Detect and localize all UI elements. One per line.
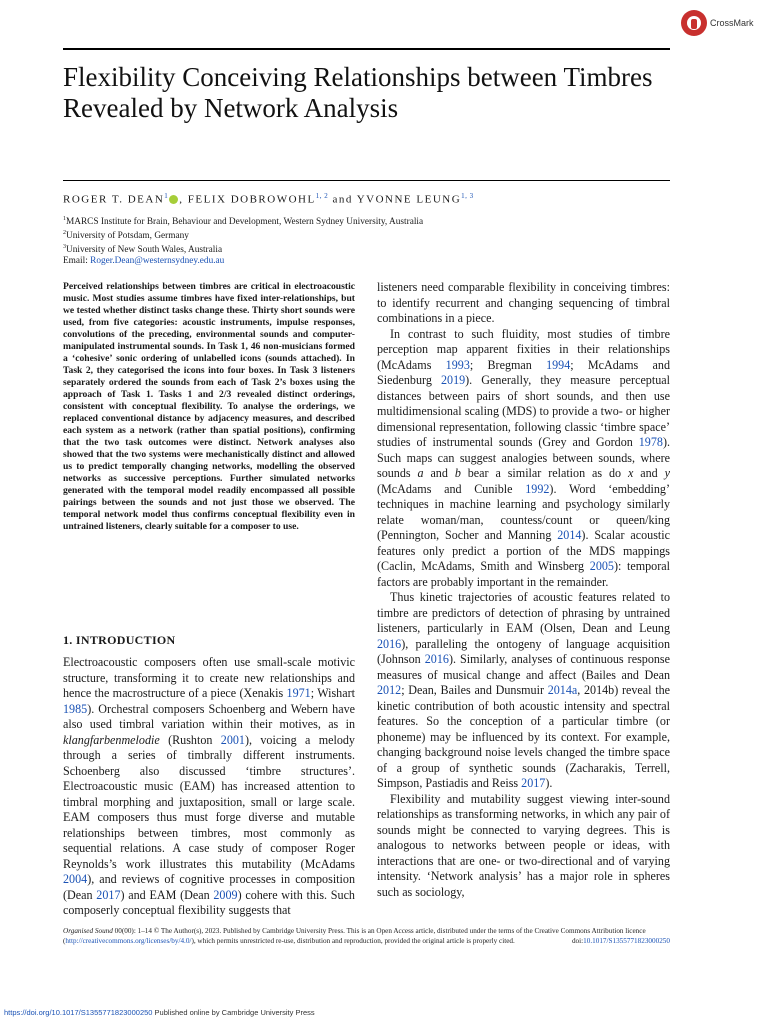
affiliations [63, 214, 423, 267]
section-heading-introduction: 1. INTRODUCTION [63, 633, 176, 647]
published-online-line: https://doi.org/10.1017/S1355771823000250 Published online by Cambridge University Press [4, 1008, 315, 1017]
affiliation-2: $^2$University of Potsdam, Germany [63, 230, 189, 242]
crossmark-label: CrossMark [710, 18, 754, 28]
citation-link[interactable]: 1994 [546, 357, 571, 372]
citation-link[interactable]: 2019 [440, 373, 466, 387]
email-link[interactable]: Roger.Dean@westernsydney.edu.au [90, 256, 225, 267]
citation-link[interactable]: 2017 [521, 776, 546, 790]
crossmark-icon [681, 10, 707, 36]
citation-link[interactable]: 1978 [638, 435, 663, 449]
paragraph: Electroacoustic composers often use small-scale motivic structure, transforming it to create new relationships and hence the macrostructure of a piece (Xenakis 1971; Wishart 1985). Orchestral composers Schoenberg and Webern have also used timbral variation within their motives, as in klangfarbenmelodie (Rushton 2001), voicing a melody through a series of timbrally different instruments. Schoenberg also discussed ‘timbre structures’. Electroacoustic music (EAM) has increased attention to timbral morphing and juxtaposition, small or large scale. EAM composers thus must forge diverse and mutable relationships between timbres, most commonly as sequential relations. A case study of composer Roger Reynolds’s work illustrates this mutability (McAdams 2004), and reviews of cognitive processes in composition (Dean 2017) and EAM (Dean 2009) cohere with this. Such composerly conceptual flexibility suggests that [63, 655, 355, 917]
title-rule [63, 180, 670, 181]
paragraph: In contrast to such fluidity, most studies of timbre perception map apparent fixities in their relationships (McAdams 1993; Bregman 1994; McAdams and Siedenburg 2019). Generally, they measure perceptual distances between pairs of short sounds, and then use multidimensional scaling (MDS) to provide a two- or higher dimensional representation, following classic ‘timbre space’ studies of instrumental sounds (Grey and Gordon 1978). Such maps can suggest analogies between sounds, where sounds a and b bear a similar relation as do x and y (McAdams and Cunible 1992). Word ‘embedding’ techniques in machine learning and psychology similarly relate woman/man, countess/count or queen/king (Pennington, Socher and Manning 2014). Scalar acoustic features only predict a portion of the MDS mappings (Caclin, McAdams, Smith and Winsberg 2005): temporal factors are probably important in the remainder. [377, 326, 671, 589]
paragraph: Flexibility and mutability suggest viewing inter-sound relationships as transforming networks, in which any pair of sounds might be connected to varying degrees. This is analogous to networks between people or ideas, with interactions that are one- or two-directional and of varying intensity. ‘Network analysis’ has a major role in spheres such as sociology, [377, 791, 670, 899]
citation-link[interactable]: 2017 [96, 887, 121, 902]
footer-doi: doi:10.1017/S1355771823000250 [571, 937, 670, 945]
bottom-doi-link[interactable]: https://doi.org/10.1017/S1355771823000250 [4, 1008, 153, 1017]
author-1-affil[interactable]: 1 [164, 192, 169, 200]
citation-link[interactable]: 1985 [63, 701, 88, 716]
paragraph: Thus kinetic trajectories of acoustic features related to timbre are predictors of detection of phrasing by untrained listeners, particularly in EAM (Olsen, Dean and Leung 2016), paralleling the ontogeny of language acquisition (Johnson 2016). Similarly, analyses of continuous response measures of musical change and affect (Bailes and Dean 2012; Dean, Bailes and Dunsmuir 2014a, 2014b) reveal the kinetic contribution of both acoustic intensity and spectral features. So the conception of a particular timbre (or phoneme) may be influenced by its context. For example, changing background noise levels changed the timbre space of a group of synthetic sounds (Zacharakis, Terrell, Simpson, Pastiadis and Reiss 2017). [377, 590, 671, 790]
author-line [63, 192, 474, 206]
orcid-icon[interactable] [169, 195, 178, 204]
page-footer [63, 926, 670, 946]
citation-link[interactable]: 2004 [63, 872, 88, 886]
affiliation-1: $^1$MARCS Institute for Brain, Behaviour and Development, Western Sydney University, Australia [63, 216, 424, 228]
citation-link[interactable]: 1992 [525, 481, 550, 496]
citation-link[interactable]: 1971 [286, 686, 311, 700]
author-3-affil[interactable]: 1, 3 [461, 192, 474, 200]
citation-link[interactable]: 2012 [377, 683, 402, 697]
citation-link[interactable]: 2016 [377, 636, 402, 651]
doi-link[interactable]: 10.1017/S1355771823000250 [583, 937, 670, 945]
email-line: Email: Roger.Dean@westernsydney.edu.au [63, 256, 225, 267]
author-2-affil[interactable]: 1, 2 [315, 192, 329, 200]
body-column-left [63, 655, 355, 919]
author-2: , FELIX DOBROWOHL [179, 193, 316, 206]
citation-link[interactable]: 2014a [547, 683, 578, 697]
citation-link[interactable]: 2014 [557, 528, 582, 542]
author-1: ROGER T. DEAN [63, 193, 165, 206]
abstract [63, 281, 355, 533]
author-3: and YVONNE LEUNG [328, 193, 462, 206]
article-title: Flexibility Conceiving Relationships between Timbres Revealed by Network Analysis [63, 62, 653, 123]
citation-link[interactable]: 1993 [445, 357, 470, 372]
crossmark-badge[interactable] [681, 10, 754, 36]
citation-link[interactable]: 2005 [589, 559, 614, 573]
top-rule [63, 48, 670, 50]
citation-link[interactable]: 2016 [424, 652, 449, 666]
paragraph: listeners need comparable flexibility in conceiving timbres: to identify recurrent and changing sequencing of timbral combinations in a piece. [377, 280, 670, 325]
affiliation-3: $^3$University of New South Wales, Australia [63, 244, 223, 256]
licence-link[interactable]: http://creativecommons.org/licenses/by/4.0/ [65, 937, 192, 945]
citation-link[interactable]: 2009 [213, 887, 238, 902]
body-column-right [377, 280, 670, 900]
copyright-notice: Organised Sound 00(00): 1–14 © The Author(s), 2023. Published by Cambridge University Press. This is an Open Access article, distributed under the terms of the Creative Commons Attribution licence (http://creativecommons.org/licenses/by/4.0/), which permits unrestricted re-use, distribution and reproduction, provided the original article is properly cited. [63, 927, 646, 945]
citation-link[interactable]: 2001 [220, 732, 245, 747]
abstract-text: Perceived relationships between timbres are critical in electroacoustic music. Most studies assume timbres have fixed inter-relationships, but we tested whether distinct tasks change these. Thirty short sounds were used, from five categories: acoustic instruments, impulse responses, convolutions of the preceding, environmental sounds and computer-manipulated instrumental sounds. In Task 1, 46 non-musicians formed a ‘cohesive’ sonic ordering of unlabelled icons (sounds attached). In Task 2, they categorised the icons into four boxes. In Task 3 listeners separately ordered the sounds from each of Task 2’s boxes using the approach of Task 1. Tasks 1 and 2/3 revealed distinct orderings, consistent with conceptual flexibility. To analyse the orderings, we replaced conventional distance by adjacency measures, and described each system as a network (rather than spatial positions), confirming that the two task outcomes were distinct. Network analyses also showed that the two systems were mechanistically distinct and allowed us to predict temporally changing networks, modelling the observed networks as successive perceptions. Further simulated networks generated with the temporal model readily encompassed all possible pairings between the sounds and not just those we observed. The temporal network model thus confirms conceptual flexibility even in untrained listeners, clearly suitable for a composer to use. [63, 281, 355, 532]
